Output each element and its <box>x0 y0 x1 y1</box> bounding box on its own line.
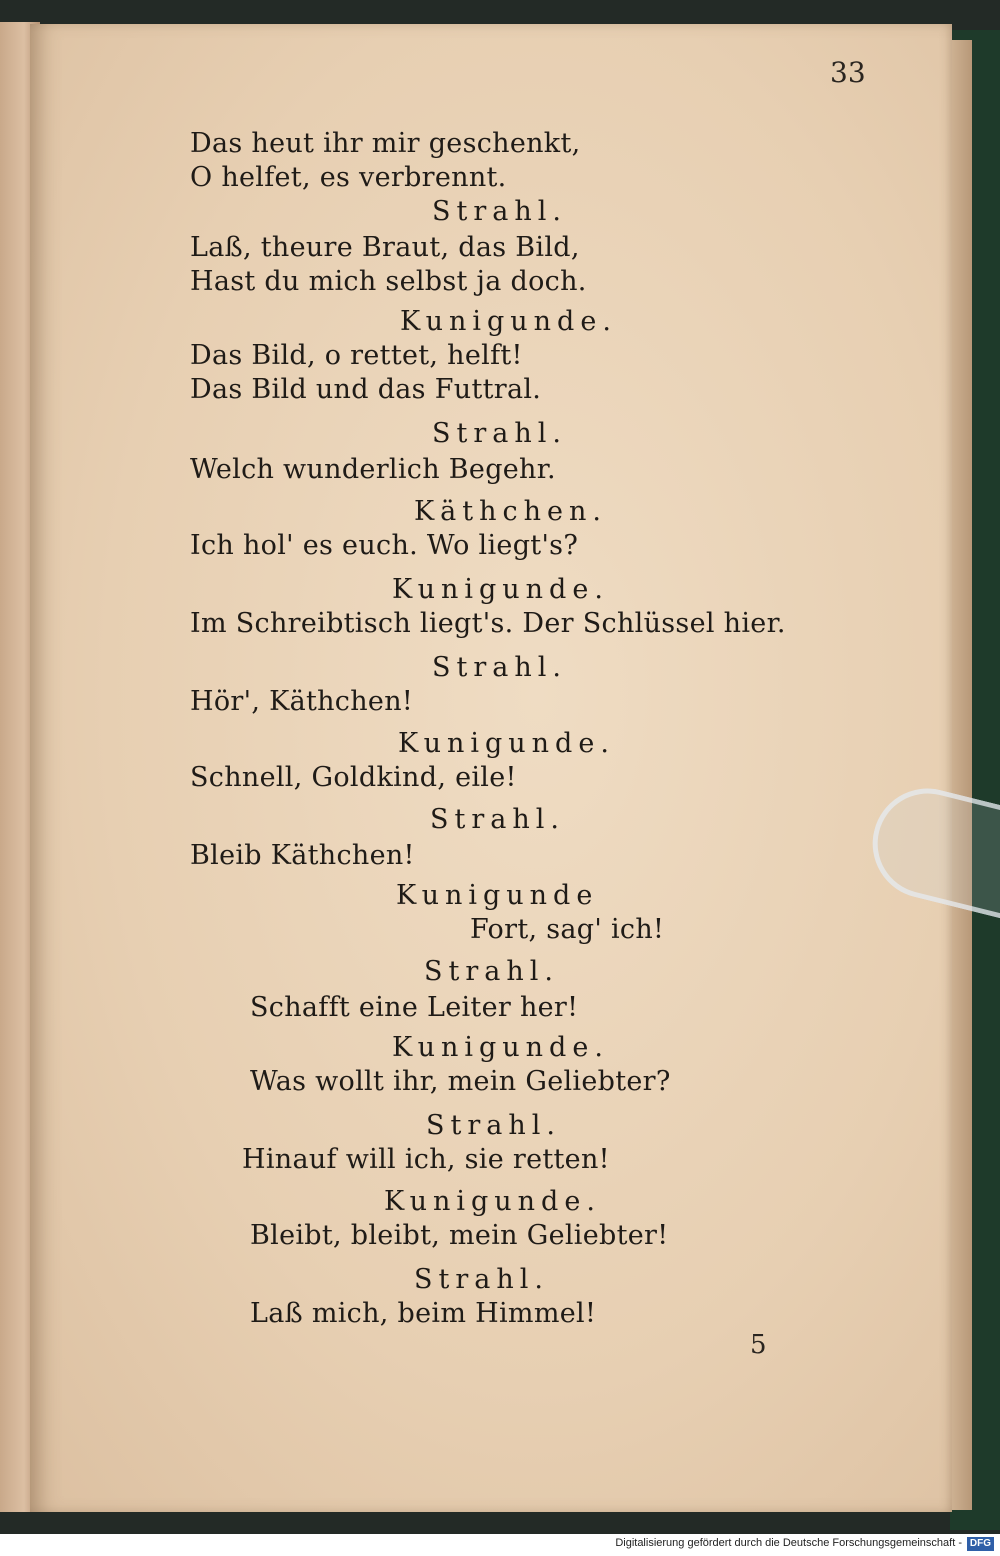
speaker-name: Strahl. <box>426 1110 561 1141</box>
speaker-name: Strahl. <box>424 956 559 987</box>
text-line: Das Bild und das Futtral. <box>190 374 542 405</box>
text-line: Bleib Käthchen! <box>190 840 415 871</box>
text-line: Das heut ihr mir geschenkt, <box>190 128 581 159</box>
text-line: Das Bild, o rettet, helft! <box>190 340 523 371</box>
dfg-logo: DFG <box>967 1537 994 1551</box>
text-line: Laß, theure Braut, das Bild, <box>190 232 580 263</box>
right-page-edge <box>950 40 972 1510</box>
text-line: Fort, sag' ich! <box>470 914 665 945</box>
page-number: 33 <box>830 56 866 89</box>
speaker-name: Kunigunde. <box>400 306 617 337</box>
text-line: Welch wunderlich Begehr. <box>190 454 556 485</box>
sheet-signature: 5 <box>750 1330 767 1360</box>
speaker-name: Kunigunde. <box>398 728 615 759</box>
text-line: O helfet, es verbrennt. <box>190 162 507 193</box>
speaker-name: Kunigunde <box>396 880 599 911</box>
speaker-name: Kunigunde. <box>384 1186 601 1217</box>
text-line: Was wollt ihr, mein Geliebter? <box>250 1066 671 1097</box>
text-line: Hinauf will ich, sie retten! <box>242 1144 610 1175</box>
text-line: Laß mich, beim Himmel! <box>250 1298 597 1329</box>
speaker-name: Strahl. <box>432 196 567 227</box>
speaker-name: Käthchen. <box>414 496 607 527</box>
text-line: Schafft eine Leiter her! <box>250 992 579 1023</box>
speaker-name: Strahl. <box>432 418 567 449</box>
text-line: Hör', Käthchen! <box>190 686 414 717</box>
speaker-name: Strahl. <box>430 804 565 835</box>
text-line: Im Schreibtisch liegt's. Der Schlüssel hier. <box>190 608 786 639</box>
text-line: Hast du mich selbst ja doch. <box>190 266 587 297</box>
speaker-name: Kunigunde. <box>392 574 609 605</box>
speaker-name: Kunigunde. <box>392 1032 609 1063</box>
text-line: Bleibt, bleibt, mein Geliebter! <box>250 1220 669 1251</box>
text-line: Schnell, Goldkind, eile! <box>190 762 517 793</box>
text-line: Ich hol' es euch. Wo liegt's? <box>190 530 579 561</box>
speaker-name: Strahl. <box>414 1264 549 1295</box>
speaker-name: Strahl. <box>432 652 567 683</box>
footer-credit: Digitalisierung gefördert durch die Deutsche Forschungsgemeinschaft - <box>615 1537 962 1549</box>
